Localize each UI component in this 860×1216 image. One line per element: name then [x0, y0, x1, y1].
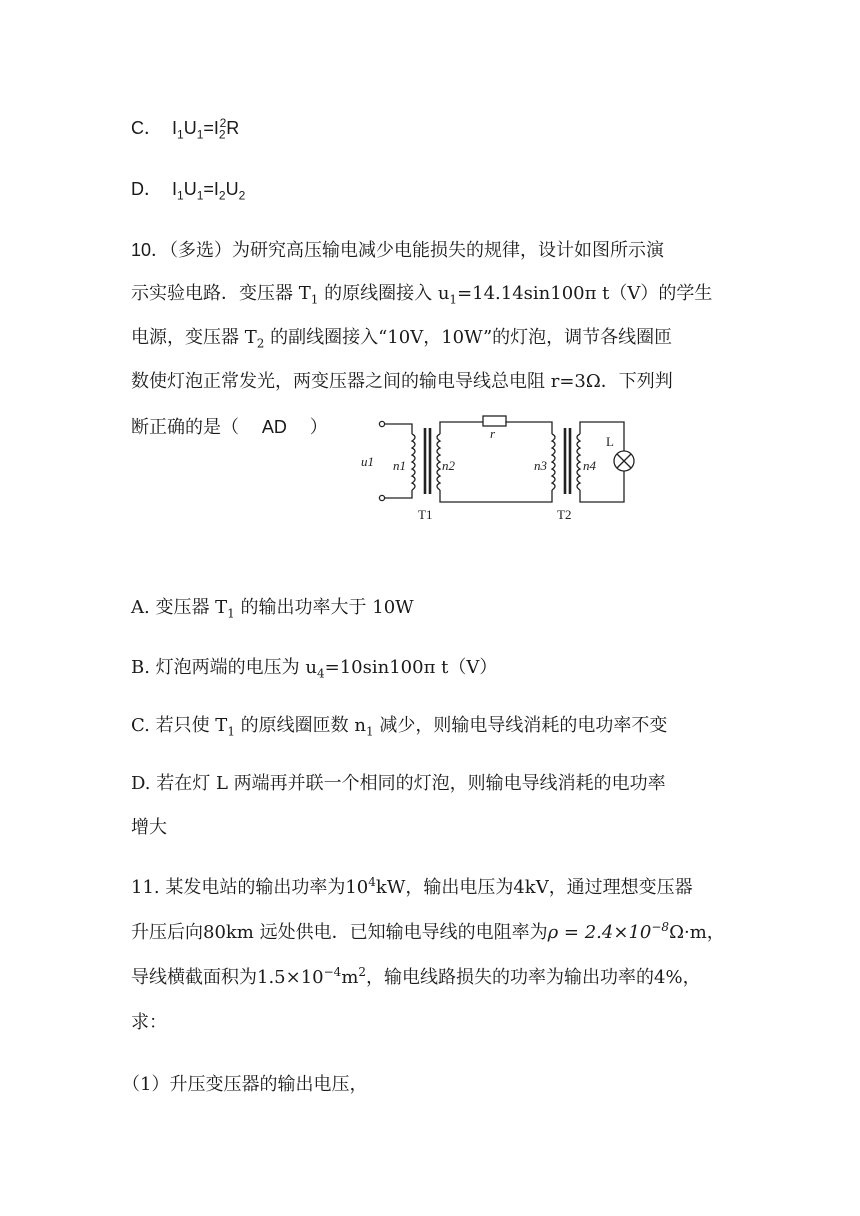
q10-option-c: C. 若只使 $T_1$ 的原线圈匝数 $n_1$ 减少，则输电导线消耗的电功率不变: [131, 715, 668, 739]
q10-line-1: 10．（多选）为研究高压输电减少电能损失的规律，设计如图所示演: [131, 240, 665, 261]
label-t1: T1: [418, 507, 433, 522]
math-area: $1.5\times 10^{-4}m^2$: [257, 965, 367, 988]
q11-line-4: 求：: [131, 1012, 167, 1033]
math-resistivity: $\rho = 2.4\times 10^{-8}\Omega\cdot m$: [547, 920, 707, 943]
q10-option-a: A. 变压器 $T_1$ 的输出功率大于 10W: [131, 597, 414, 621]
math-percent: 4%: [654, 967, 683, 988]
coil-n4: [577, 434, 580, 490]
q10-option-b: B. 灯泡两端的电压为 $u_4=10\sin 100\pi$ t（V）: [131, 657, 498, 681]
transformer-circuit-diagram: [356, 408, 646, 523]
label-n1: n1: [393, 458, 406, 473]
q11-subquestion-1: （1）升压变压器的输出电压，: [122, 1074, 368, 1095]
label-n3: n3: [534, 458, 547, 473]
q10-line-5: 断正确的是（ AD ）: [131, 417, 328, 438]
q11-line-2: 升压后向80km 远处供电．已知输电导线的电阻率为$\rho = 2.4\times 10^{-8}\Omega\cdot m$，: [131, 920, 725, 943]
coil-n2: [437, 434, 440, 490]
q10-answer: AD: [261, 417, 287, 437]
math-power: $10^4kW$: [345, 875, 406, 898]
math-distance: 80km: [203, 922, 254, 943]
q10-option-d-continued: 增大: [131, 817, 167, 838]
label-t2: T2: [557, 507, 572, 522]
q10-line-3: 电源，变压器 $T_2$ 的副线圈接入“10V，10W”的灯泡，调节各线圈匝: [131, 327, 673, 351]
coil-n3: [552, 434, 555, 490]
resistor-r: [483, 416, 506, 426]
label-r: r: [490, 426, 496, 441]
q10-option-d: D. 若在灯 L 两端再并联一个相同的灯泡，则输电导线消耗的电功率: [131, 773, 666, 794]
q11-line-1: 11. 某发电站的输出功率为$10^4kW$，输出电压为4kV，通过理想变压器: [131, 875, 693, 898]
input-terminal-bottom: [379, 495, 384, 500]
input-terminal-top: [379, 421, 384, 426]
label-u1: u1: [361, 454, 374, 469]
q10-line-4: 数使灯泡正常发光，两变压器之间的输电导线总电阻 r=3Ω．下列判: [131, 371, 673, 392]
prev-option-d: D． $I_1U_1=I_2U_2$: [131, 179, 246, 203]
math-voltage: 4kV: [513, 877, 549, 898]
coil-n1: [412, 434, 415, 490]
label-n2: n2: [442, 458, 455, 473]
q10-line-2: 示实验电路．变压器 $T_1$ 的原线圈接入 $u_1=14.14\sin 100\pi$ t（V）的学生: [131, 283, 713, 307]
label-n4: n4: [583, 458, 596, 473]
q11-line-3: 导线横截面积为$1.5\times 10^{-4}m^2$，输电线路损失的功率为输出功率的4%，: [131, 965, 701, 988]
q10-number: 10．: [131, 240, 170, 260]
label-l: L: [606, 434, 614, 449]
prev-option-c: C． $I_1U_1=I_2^2R$: [131, 116, 240, 142]
